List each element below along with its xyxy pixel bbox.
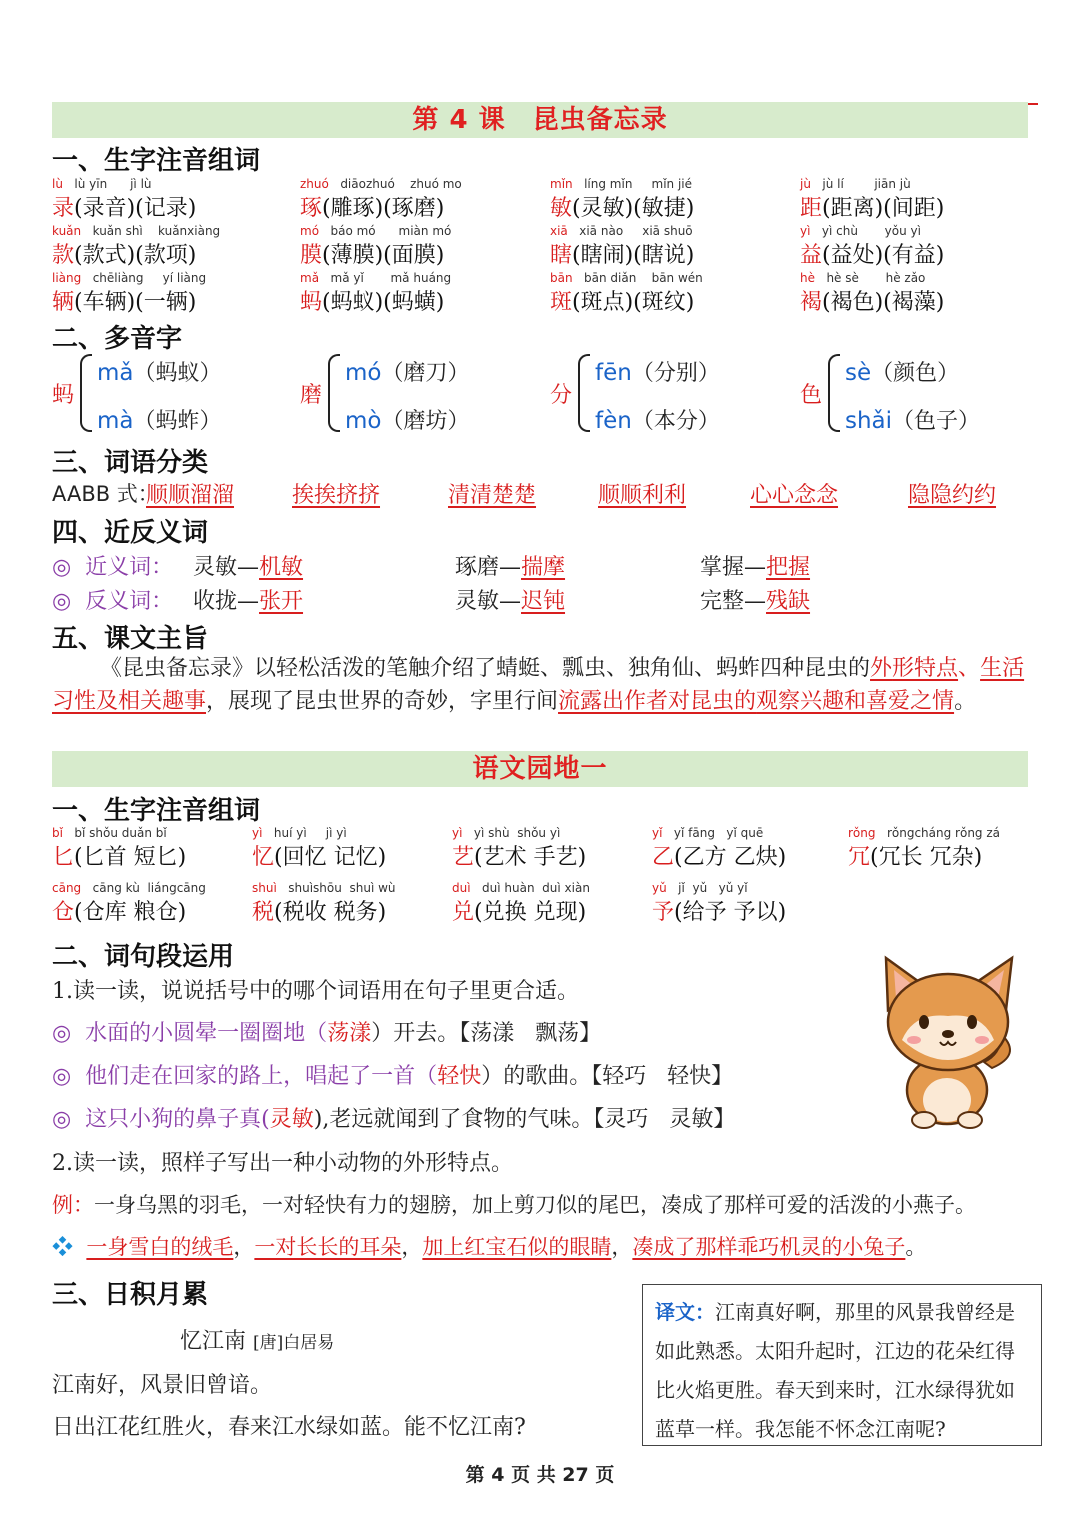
word-pinyin: jù lí jiān jù [822,177,911,191]
char-pinyin: mǐn [550,177,573,191]
char-words: (艺术 手艺) [474,845,587,870]
pinyin-line [800,224,921,238]
char-words: (距离)(间距) [822,196,945,221]
section-heading: 三、词语分类 [52,448,209,478]
char-text: 冗 [848,845,871,870]
char-cell [52,826,252,874]
pinyin-line [252,826,347,840]
char-cell [300,224,550,272]
char-pinyin: rǒng [848,826,876,840]
char-words: (款式)(款项) [74,243,197,268]
word-pinyin: duì huàn duì xiàn [482,881,590,895]
char-text: 膜 [300,243,323,268]
word-pinyin: hè sè hè zǎo [826,271,926,285]
char-cell [52,881,252,929]
ant-answer: 迟钝 [521,589,566,614]
char-text: 匕 [52,845,75,870]
poly-reading-2 [595,404,720,435]
char-text: 仓 [52,900,75,925]
char-text: 款 [52,243,75,268]
pinyin-line [550,271,703,285]
poly-reading-2 [345,404,470,435]
char-pinyin: bān [550,271,573,285]
polyphone-item [52,352,292,436]
char-line [52,840,186,871]
char-cell [52,271,302,319]
char-text: 敏 [550,196,573,221]
char-line [52,238,196,269]
antonym-label: ◎ 反义词： [52,589,174,614]
poly-pinyin: mò [345,408,382,434]
char-line [848,840,982,871]
char-text: 益 [800,243,823,268]
poly-word: （蚂蚱） [133,409,222,434]
char-text: 斑 [550,290,573,315]
poly-char: 磨 [300,383,323,408]
char-line [300,191,444,222]
char-words: (褐色)(褐藻) [822,290,945,315]
char-pinyin: yǔ [652,881,667,895]
aabb-word: 清清楚楚 [448,483,537,508]
word-pinyin: cāng kù liángcāng [92,881,206,895]
section-heading: 二、词句段运用 [52,942,235,972]
word-pinyin: jǐ yǔ yǔ yǐ [678,881,748,895]
word-pinyin: diāozhuó zhuó mo [340,177,462,191]
char-cell [300,177,550,225]
poly-pinyin: shǎi [845,408,893,434]
brace-icon [578,354,590,432]
char-pinyin: yì [800,224,811,238]
pinyin-line [800,177,911,191]
char-pinyin: liàng [52,271,82,285]
poem-title: 忆江南 [唐]白居易 [180,1329,335,1354]
char-cell [800,271,1050,319]
brace-icon [328,354,340,432]
char-pinyin: zhuó [300,177,329,191]
char-words: (瞎闹)(瞎说) [572,243,695,268]
char-cell [252,826,452,874]
char-words: (回忆 记忆) [274,845,387,870]
word-pinyin: huí yì jì yì [273,826,347,840]
syn-answer: 揣摩 [521,555,566,580]
char-line [652,840,786,871]
poly-word: （颜色） [871,361,960,386]
ant-pair [455,584,565,615]
char-words: (雕琢)(琢磨) [322,196,445,221]
char-words: (给予 予以) [674,900,787,925]
diamond-icon: ❖ [52,1235,80,1259]
char-cell [252,881,452,929]
char-pinyin: bǐ [52,826,63,840]
poly-reading-1 [345,356,470,387]
char-words: (兑换 兑现) [474,900,587,925]
poem-line-1: 江南好，风景旧曾谙。 [52,1373,273,1398]
char-line [800,238,944,269]
char-cell [652,826,852,874]
char-text: 予 [652,900,675,925]
word-pinyin: báo mó miàn mó [330,224,452,238]
syn-answer: 机敏 [259,555,304,580]
word-pinyin: shuìshōu shuì wù [288,881,396,895]
pinyin-line [848,826,1000,840]
section-heading: 一、生字注音组词 [52,796,261,826]
char-pinyin: yì [252,826,263,840]
char-cell [300,271,550,319]
ant-pair [700,584,810,615]
ant-word: 灵敏— [455,589,522,614]
syn-pair [455,550,565,581]
char-line [550,285,694,316]
word-pinyin: yì chù yǒu yì [821,224,921,238]
word-pinyin: mǎ yǐ mǎ huáng [330,271,452,285]
poly-reading-2 [97,404,222,435]
section-heading: 一、生字注音组词 [52,146,261,176]
pinyin-line [52,826,167,840]
char-cell [52,177,302,225]
ant-pair [193,584,303,615]
char-line [300,238,444,269]
char-cell [550,224,800,272]
poly-reading-1 [845,356,959,387]
question-2: 2.读一读，照样子写出一种小动物的外形特点。 [52,1151,513,1176]
ant-answer: 残缺 [766,589,811,614]
garden-banner: 语文园地一 [52,751,1028,787]
poly-reading-1 [97,356,222,387]
char-pinyin: kuǎn [52,224,82,238]
syn-word: 琢磨— [455,555,522,580]
question-1: 1.读一读，说说括号中的哪个词语用在句子里更合适。 [52,979,579,1004]
ant-word: 收拢— [193,589,260,614]
char-pinyin: cāng [52,881,82,895]
char-line [452,895,586,926]
char-line [252,840,386,871]
char-pinyin: xiā [550,224,568,238]
poem-line-2: 日出江花红胜火，春来江水绿如蓝。能不忆江南? [52,1415,526,1440]
syn-word: 掌握— [700,555,767,580]
answer-sentence: ❖ 一身雪白的绒毛，一对长长的耳朵，加上红宝石似的眼睛，凑成了那样乖巧机灵的小兔子。 [52,1235,927,1259]
poly-pinyin: fēn [595,360,632,386]
char-text: 乙 [652,845,675,870]
char-pinyin: jù [800,177,811,191]
brace-icon [80,354,92,432]
char-text: 税 [252,900,275,925]
char-cell [652,881,852,929]
char-text: 褐 [800,290,823,315]
example-sentence: 例：一身乌黑的羽毛，一对轻快有力的翅膀，加上剪刀似的尾巴，凑成了那样可爱的活泼的小燕子。 [52,1193,976,1217]
polyphone-item [300,352,540,436]
syn-pair [193,550,303,581]
char-words: (蚂蚁)(蚂蟥) [322,290,445,315]
poly-reading-1 [595,356,720,387]
word-pinyin: kuǎn shì kuǎnxiàng [92,224,221,238]
page-footer: 第 4 页 共 27 页 [465,1464,615,1486]
char-line [300,285,444,316]
char-text: 忆 [252,845,275,870]
char-pinyin: lù [52,177,63,191]
poly-word: （色子） [892,409,981,434]
char-words: (灵敏)(敏捷) [572,196,695,221]
pinyin-line [452,826,560,840]
poly-word: （磨坊） [381,409,470,434]
poly-char: 蚂 [52,383,75,408]
char-line [452,840,586,871]
pinyin-line [652,826,763,840]
section-heading: 四、近反义词 [52,518,209,548]
pinyin-line [300,271,451,285]
poly-char: 色 [800,383,823,408]
char-line [252,895,386,926]
syn-pair [700,550,810,581]
char-text: 琢 [300,196,323,221]
char-words: (薄膜)(面膜) [322,243,445,268]
char-words: (匕首 短匕) [74,845,187,870]
char-pinyin: yì [452,826,463,840]
char-pinyin: mó [300,224,320,238]
char-line [52,285,196,316]
translation-box: 译文：江南真好啊，那里的风景我曾经是如此熟悉。太阳升起时，江边的花朵红得比火焰更胜。春天到来时，江水绿得犹如蓝草一样。我怎能不怀念江南呢? [642,1284,1042,1446]
char-words: (车辆)(一辆) [74,290,197,315]
char-text: 录 [52,196,75,221]
sentence-1: ◎ 水面的小圆晕一圈圈地（荡漾）开去。【荡漾 飘荡】 [52,1021,602,1046]
word-pinyin: bān diǎn bān wén [584,271,703,285]
aabb-label: AABB 式： [52,482,159,506]
char-cell [800,177,1050,225]
word-pinyin: rǒngcháng rǒng zá [886,826,1001,840]
poly-pinyin: mà [97,408,134,434]
char-line [800,285,944,316]
synonym-label: ◎ 近义词： [52,555,174,580]
char-pinyin: duì [452,881,471,895]
pinyin-line [300,177,462,191]
char-line [550,238,694,269]
brace-icon [828,354,840,432]
section-heading: 三、日积月累 [52,1280,209,1310]
char-text: 辆 [52,290,75,315]
poly-pinyin: sè [845,360,872,386]
word-pinyin: yì shù shǒu yì [473,826,561,840]
char-line [652,895,786,926]
theme-paragraph: 《昆虫备忘录》以轻松活泼的笔触介绍了蜻蜓、瓢虫、独角仙、蚂蚱四种昆虫的外形特点、生活习性及相关趣事，展现了昆虫世界的奇妙，字里行间流露出作者对昆虫的观察兴趣和喜爱之情。 [52,656,1025,714]
poly-reading-2 [845,404,980,435]
poly-word: （蚂蚁） [133,361,222,386]
char-line [800,191,944,222]
char-pinyin: hè [800,271,815,285]
poly-pinyin: fèn [595,408,632,434]
char-text: 距 [800,196,823,221]
char-words: (乙方 乙炔) [674,845,787,870]
poly-word: （磨刀） [381,361,470,386]
section-heading: 二、多音字 [52,324,183,354]
char-words: (税收 税务) [274,900,387,925]
ant-word: 完整— [700,589,767,614]
pinyin-line [800,271,925,285]
polyphone-item [550,352,790,436]
poly-word: （分别） [631,361,720,386]
char-words: (冗长 冗杂) [870,845,983,870]
char-words: (录音)(记录) [74,196,197,221]
poly-pinyin: mó [345,360,382,386]
sentence-3: ◎ 这只小狗的鼻子真(灵敏),老远就闻到了食物的气味。【灵巧 灵敏】 [52,1107,736,1132]
char-line [52,895,186,926]
char-cell [848,826,1048,874]
char-words: (仓库 粮仓) [74,900,187,925]
char-text: 兑 [452,900,475,925]
poly-pinyin: mǎ [97,360,134,386]
aabb-word: 隐隐约约 [908,483,997,508]
char-text: 艺 [452,845,475,870]
poly-char: 分 [550,383,573,408]
pinyin-line [252,881,396,895]
pinyin-line [652,881,748,895]
polyphone-item [800,352,1040,436]
char-line [52,191,196,222]
pinyin-line [452,881,590,895]
word-pinyin: bǐ shǒu duǎn bǐ [74,826,167,840]
char-pinyin: yǐ [652,826,663,840]
char-cell [452,826,652,874]
char-cell [550,271,800,319]
section-heading: 五、课文主旨 [52,624,209,654]
pinyin-line [300,224,451,238]
ant-answer: 张开 [259,589,304,614]
word-pinyin: yǐ fāng yǐ quē [673,826,764,840]
pinyin-line [550,224,693,238]
pinyin-line [550,177,692,191]
syn-answer: 把握 [766,555,811,580]
char-pinyin: mǎ [300,271,320,285]
aabb-word: 顺顺溜溜 [146,483,235,508]
aabb-word: 心心念念 [750,483,839,508]
char-cell [800,224,1050,272]
char-cell [452,881,652,929]
pinyin-line [52,177,152,191]
char-cell [550,177,800,225]
pinyin-line [52,271,206,285]
sentence-2: ◎ 他们走在回家的路上，唱起了一首（轻快）的歌曲。【轻巧 轻快】 [52,1064,734,1089]
char-words: (斑点)(斑纹) [572,290,695,315]
aabb-word: 挨挨挤挤 [292,483,381,508]
word-pinyin: xiā nào xiā shuō [579,224,693,238]
pinyin-line [52,881,206,895]
char-line [550,191,694,222]
puppy-illustration [872,950,1032,1130]
lesson-banner: 第 4 课 昆虫备忘录 [52,102,1028,138]
char-text: 蚂 [300,290,323,315]
aabb-word: 顺顺利利 [598,483,687,508]
poly-word: （本分） [631,409,720,434]
word-pinyin: lù yīn jì lù [74,177,152,191]
syn-word: 灵敏— [193,555,260,580]
word-pinyin: chēliàng yí liàng [92,271,207,285]
char-words: (益处)(有益) [822,243,945,268]
char-cell [52,224,302,272]
word-pinyin: líng mǐn mǐn jié [584,177,692,191]
char-text: 瞎 [550,243,573,268]
char-pinyin: shuì [252,881,277,895]
pinyin-line [52,224,220,238]
